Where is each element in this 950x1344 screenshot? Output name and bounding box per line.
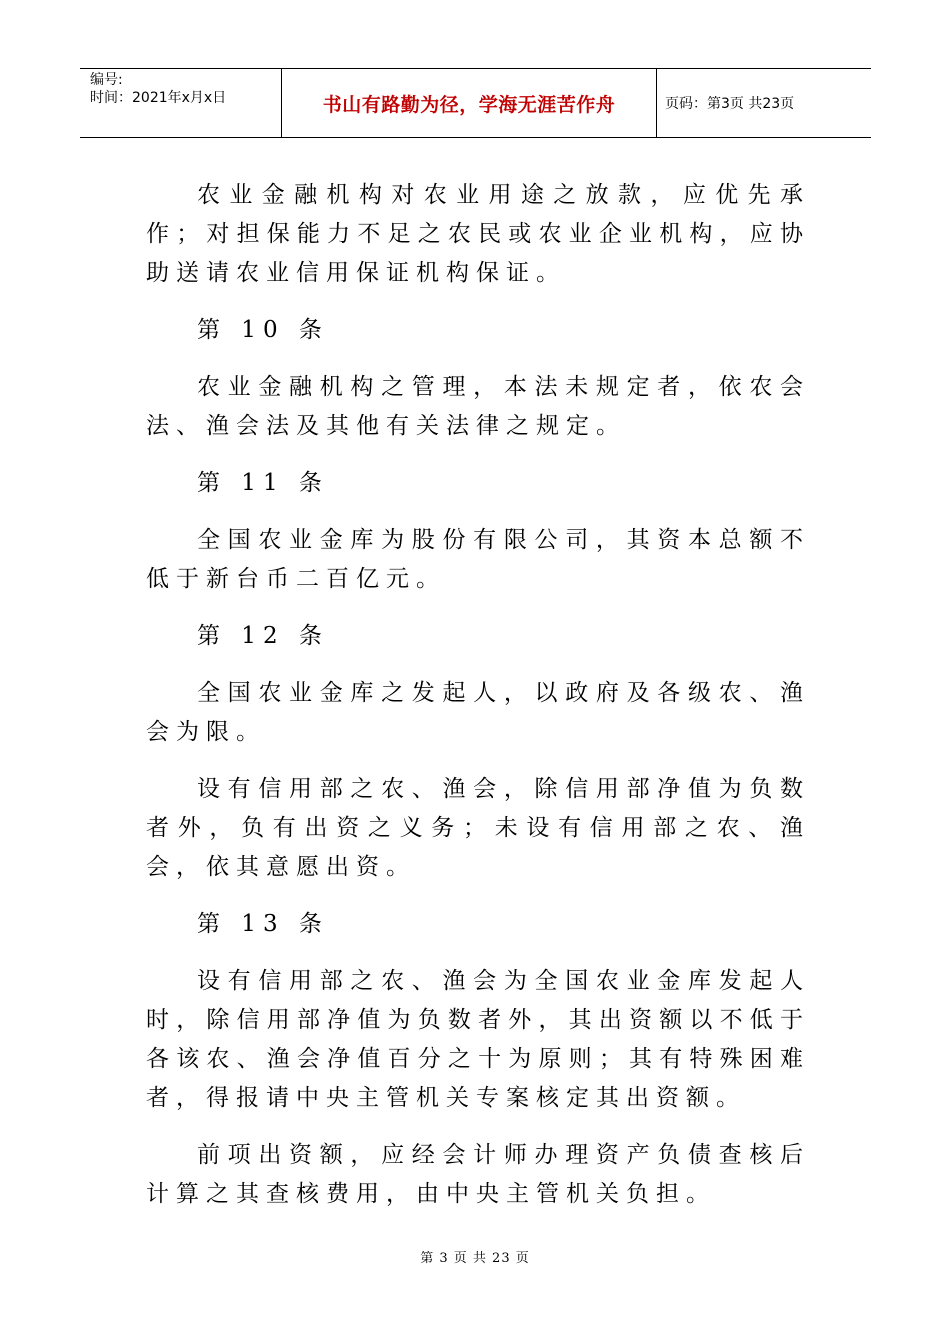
paragraph: 设有信用部之农、渔会，除信用部净值为负数者外，负有出资之义务；未设有信用部之农、渔会，依其意愿出资。: [146, 776, 810, 880]
article-heading: 第 11 条: [197, 470, 329, 496]
document-number-label: 编号:: [90, 72, 123, 88]
paragraph: 设有信用部之农、渔会为全国农业金库发起人时，除信用部净值为负数者外，其出资额以不低于各该农、渔会净值百分之十为原则；其有特殊困难者，得报请中央主管机关专案核定其出资额。: [146, 968, 810, 1111]
header-motto: 书山有路勤为径，学海无涯苦作舟: [282, 69, 657, 137]
document-body: [146, 176, 810, 1232]
article-heading: 第 10 条: [197, 317, 329, 343]
paragraph: 全国农业金库为股份有限公司，其资本总额不低于新台币二百亿元。: [146, 527, 810, 592]
header-page-info: 页码：第3页 共23页: [665, 96, 795, 112]
header-meta: [80, 69, 282, 137]
paragraph: 农业金融机构之管理，本法未规定者，依农会法、渔会法及其他有关法律之规定。: [146, 374, 810, 439]
paragraph: 农业金融机构对农业用途之放款，应优先承作；对担保能力不足之农民或农业企业机构，应协助送请农业信用保证机构保证。: [146, 182, 810, 286]
document-header: [80, 68, 871, 138]
article-heading: 第 12 条: [197, 623, 329, 649]
document-time-label: 时间：2021年x月x日: [90, 90, 227, 106]
article-heading: 第 13 条: [197, 911, 329, 937]
page-footer: 第 3 页 共 23 页: [420, 1251, 530, 1266]
paragraph: 全国农业金库之发起人，以政府及各级农、渔会为限。: [146, 680, 810, 745]
paragraph: 前项出资额，应经会计师办理资产负债查核后计算之其查核费用，由中央主管机关负担。: [146, 1142, 810, 1207]
